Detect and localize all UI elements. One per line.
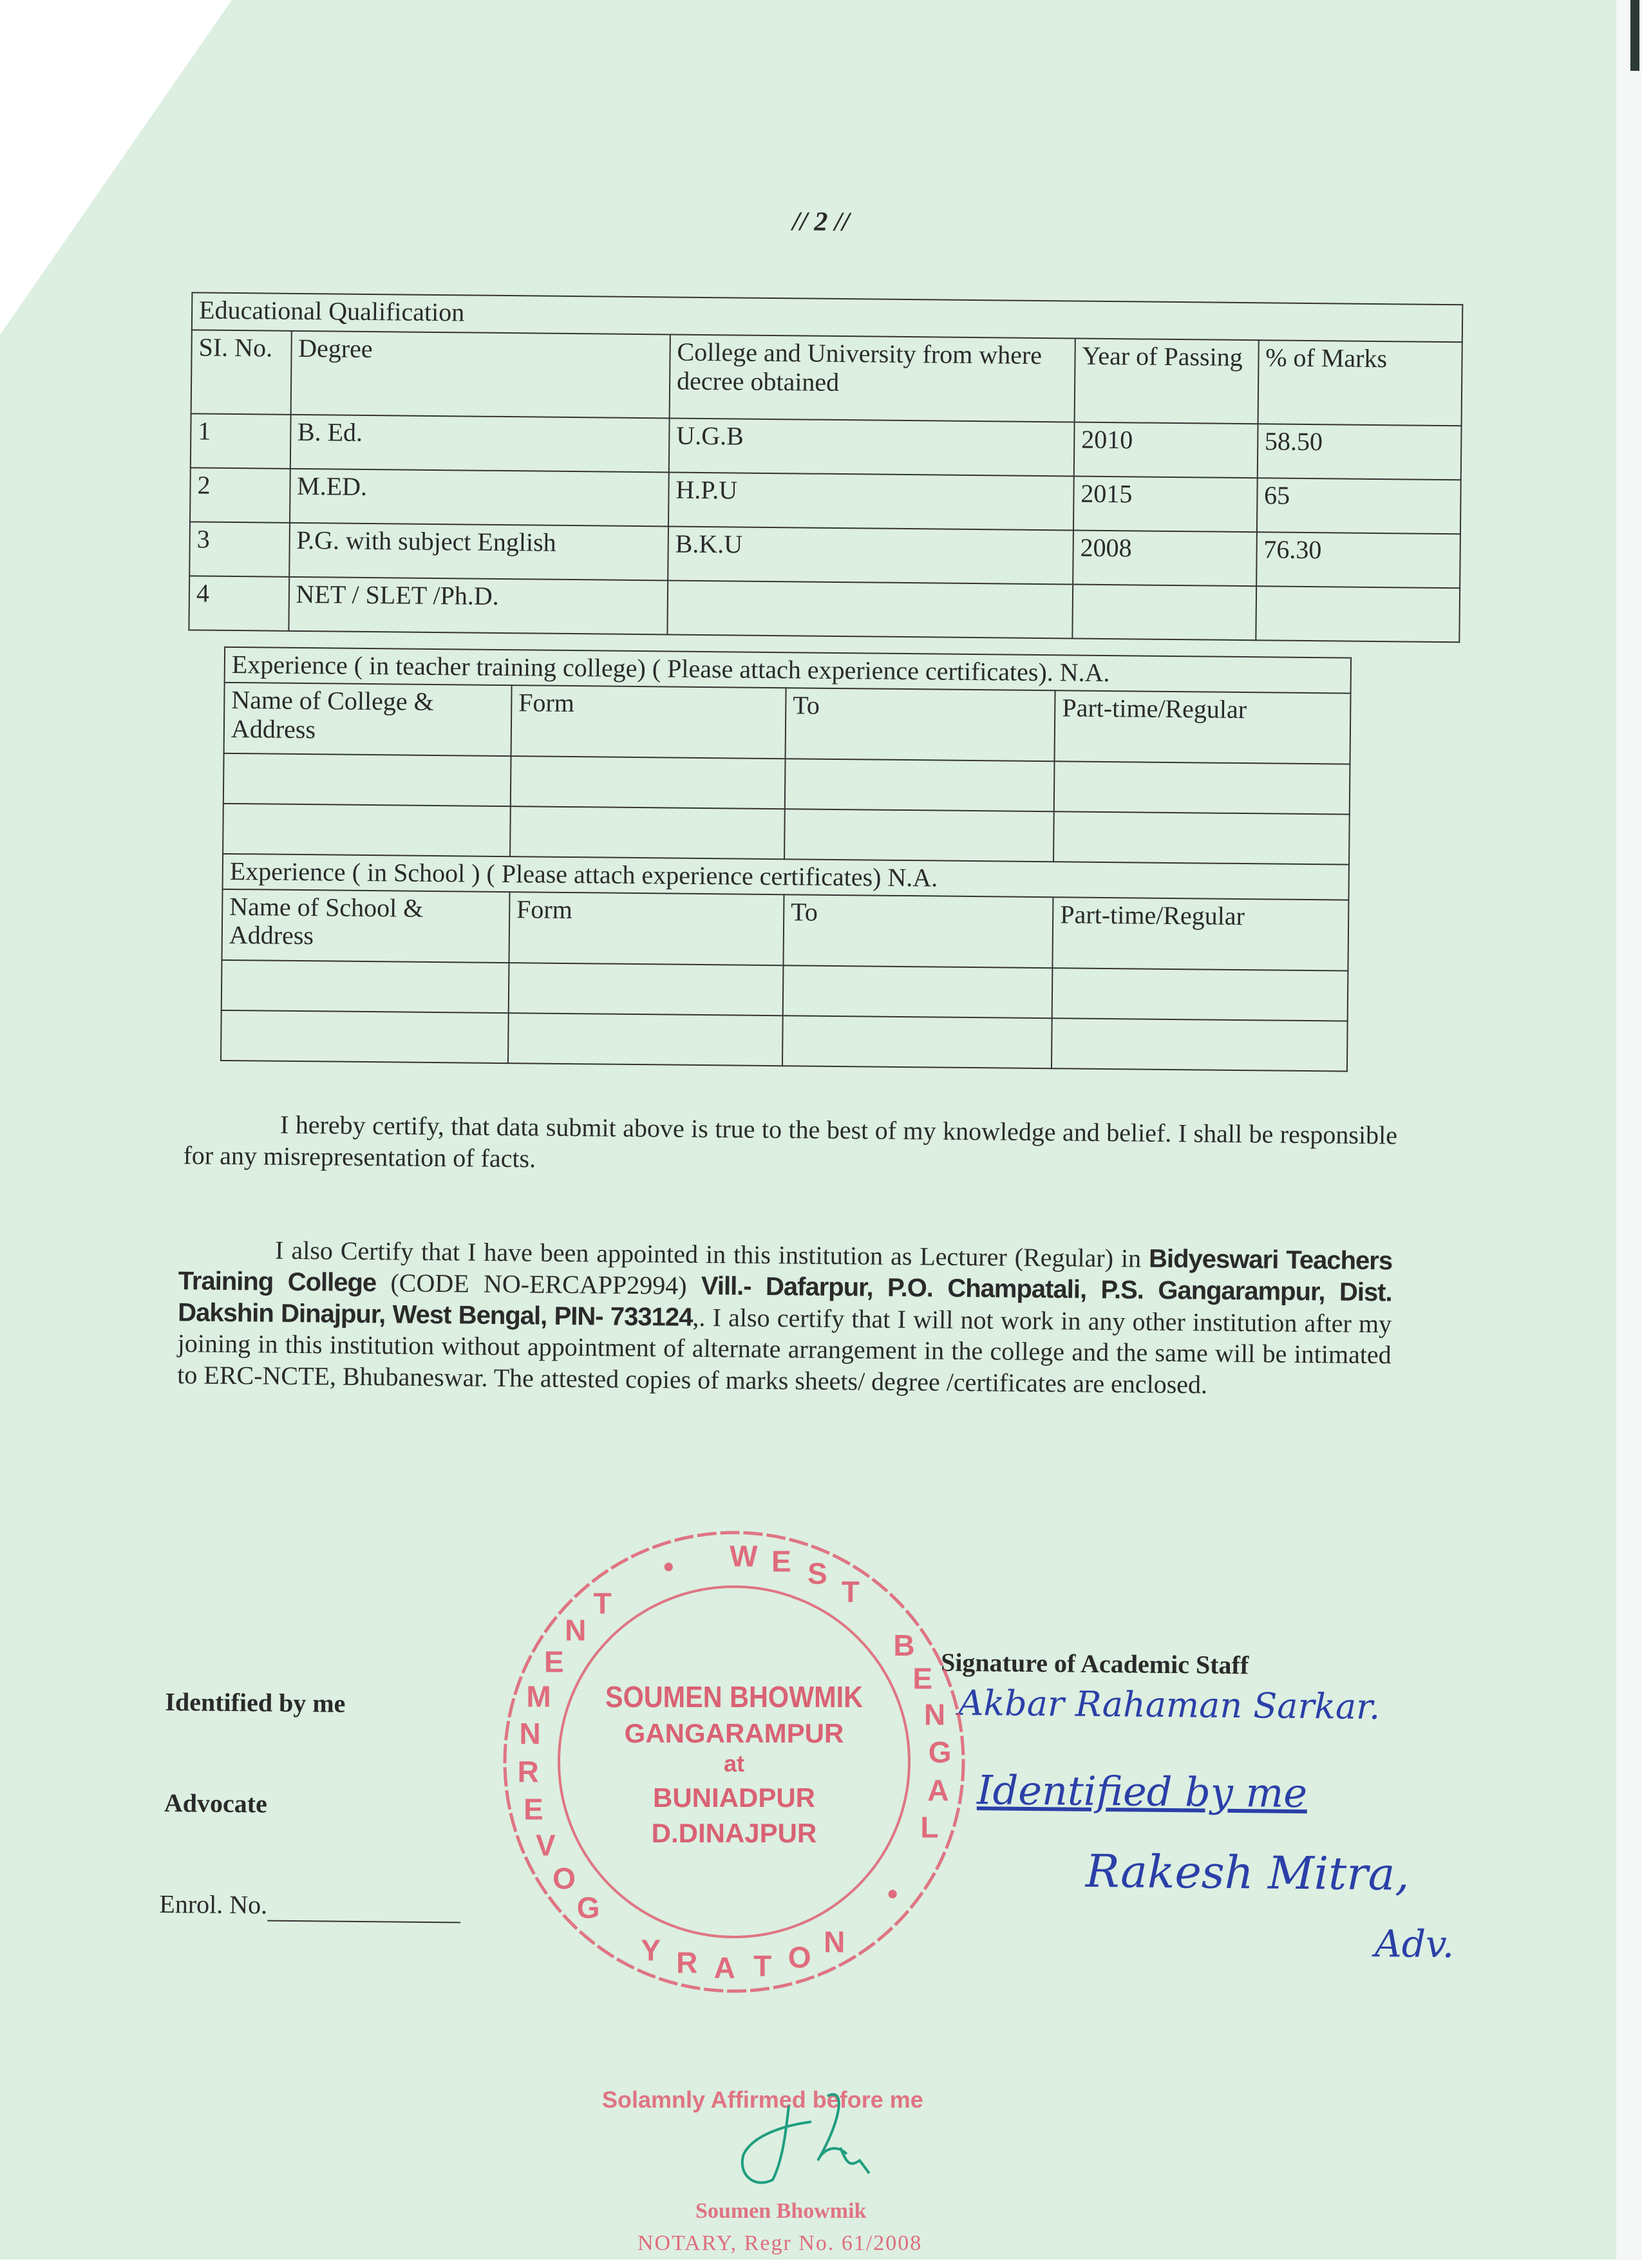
table-cell bbox=[223, 753, 511, 806]
seal-ring-letter: • bbox=[663, 1549, 674, 1583]
seal-ring-letter: O bbox=[788, 1940, 811, 1974]
seal-ring-letter: E bbox=[912, 1661, 933, 1696]
column-header: Form bbox=[511, 685, 786, 759]
column-header: College and University from where decree obtained bbox=[670, 334, 1075, 422]
table-row bbox=[221, 1010, 1348, 1071]
seal-ring-letter: W bbox=[730, 1539, 758, 1573]
seal-ring-letter: E bbox=[544, 1645, 564, 1679]
college-address: Vill.- Dafarpur, P.O. Champatali, P.S. Gangarampur, Dist. Dakshin Dinajpur, West Bengal, PIN- 733124 bbox=[178, 1271, 1392, 1332]
column-header: Year of Passing bbox=[1074, 339, 1258, 424]
identified-by-label: Identified by me bbox=[165, 1687, 346, 1718]
table-cell bbox=[783, 965, 1053, 1018]
seal-ring-letter: E bbox=[524, 1792, 543, 1826]
seal-ring-letter: N bbox=[923, 1697, 946, 1732]
notary-signature bbox=[728, 2083, 895, 2193]
affirmed-stamp: Solamnly Affirmed before me bbox=[602, 2086, 923, 2113]
table-title: Educational Qualification bbox=[192, 292, 1462, 342]
seal-ring-letter: N bbox=[519, 1716, 541, 1750]
enrol-no-label bbox=[159, 1889, 460, 1923]
column-header: Form bbox=[509, 892, 784, 965]
table-cell: 58.50 bbox=[1257, 424, 1461, 480]
seal-ring-letter: R bbox=[676, 1945, 698, 1980]
table-cell: 2 bbox=[190, 468, 290, 522]
page-number: // 2 // bbox=[792, 207, 850, 238]
seal-ring-letter: V bbox=[535, 1828, 556, 1862]
table-header-row bbox=[191, 330, 1462, 426]
certify-text: (CODE NO-ERCAPP2994) bbox=[375, 1267, 702, 1300]
table-cell bbox=[1054, 761, 1350, 814]
column-header: To bbox=[785, 688, 1055, 761]
seal-ring-letter: N bbox=[824, 1925, 845, 1959]
seal-ring-letter: E bbox=[771, 1544, 791, 1578]
seal-ring-letter: • bbox=[887, 1876, 898, 1911]
table-cell: U.G.B bbox=[669, 418, 1075, 476]
seal-line: D.DINAJPUR bbox=[651, 1818, 817, 1848]
table-cell bbox=[784, 809, 1054, 862]
table-cell bbox=[1052, 1018, 1348, 1071]
table-cell: 2010 bbox=[1074, 422, 1258, 478]
seal-line: BUNIADPUR bbox=[653, 1782, 815, 1813]
column-header: % of Marks bbox=[1258, 340, 1462, 426]
column-header: To bbox=[783, 894, 1053, 968]
enrol-no-blank bbox=[267, 1890, 460, 1923]
table-cell bbox=[667, 580, 1073, 638]
table-cell: 65 bbox=[1257, 478, 1461, 534]
table-cell bbox=[223, 804, 511, 856]
advocate-signature: Rakesh Mitra, bbox=[1085, 1844, 1410, 1901]
notary-name-stamp: Soumen Bhowmik bbox=[695, 2199, 867, 2223]
table-cell bbox=[1256, 586, 1460, 642]
table-cell: 2008 bbox=[1073, 531, 1257, 587]
column-header: Degree bbox=[290, 331, 670, 419]
advocate-suffix: Adv. bbox=[1374, 1922, 1455, 1967]
notary-seal bbox=[489, 1517, 979, 2007]
seal-ring-letter: G bbox=[576, 1891, 600, 1925]
column-header: Name of School & Address bbox=[222, 889, 509, 962]
identified-handwriting: Identified by me bbox=[976, 1766, 1308, 1817]
seal-ring-letter: T bbox=[593, 1586, 612, 1620]
table-cell bbox=[1052, 968, 1348, 1021]
certify-paragraph-2 bbox=[177, 1234, 1392, 1403]
seal-ring-letter: A bbox=[713, 1951, 735, 1985]
college-name: Bidyeswari Teachers Training College bbox=[178, 1244, 1393, 1297]
table-cell bbox=[222, 959, 509, 1012]
table-header-row bbox=[222, 889, 1348, 970]
table-cell bbox=[785, 759, 1055, 811]
table-cell: 76.30 bbox=[1256, 532, 1460, 588]
seal-ring-letter: T bbox=[753, 1949, 772, 1983]
seal-ring-letter: N bbox=[565, 1613, 587, 1647]
seal-ring-letter: M bbox=[526, 1679, 551, 1714]
enrol-no-text: Enrol. No. bbox=[159, 1889, 268, 1920]
column-header: Part-time/Regular bbox=[1055, 690, 1351, 764]
table-cell bbox=[510, 806, 785, 859]
table-header-row bbox=[224, 683, 1351, 764]
column-header: Part-time/Regular bbox=[1053, 897, 1349, 970]
table-cell bbox=[1053, 811, 1350, 864]
certify-text: ,. I also certify that I will not work in any other institution after my joining in this institution without appointment of alternate arrangement in the college and the same will be intimated to ERC-NCTE, Bhubaneswar. The attested copies of marks sheets/ degree /certificates are enclosed. bbox=[177, 1302, 1392, 1399]
seal-ring-letter: G bbox=[928, 1735, 952, 1770]
table-cell: NET / SLET /Ph.D. bbox=[288, 577, 668, 635]
table-cell: 2015 bbox=[1073, 477, 1258, 533]
table-cell: M.ED. bbox=[290, 469, 669, 527]
table-cell bbox=[1072, 584, 1256, 640]
seal-ring-letter: B bbox=[893, 1629, 915, 1663]
seal-line: GANGARAMPUR bbox=[624, 1718, 844, 1748]
notary-reg-stamp: NOTARY, Regr No. 61/2008 bbox=[637, 2231, 923, 2255]
table-cell: B.K.U bbox=[668, 526, 1073, 584]
table-cell: P.G. with subject English bbox=[289, 523, 668, 581]
seal-ring-letter: Y bbox=[641, 1933, 661, 1967]
seal-ring-letter: T bbox=[841, 1575, 860, 1609]
column-header: Name of College & Address bbox=[224, 683, 512, 756]
seal-ring-letter: L bbox=[920, 1810, 939, 1844]
table-cell: B. Ed. bbox=[290, 415, 669, 473]
table-cell: 3 bbox=[189, 522, 289, 576]
experience-table bbox=[220, 647, 1352, 1072]
column-header: SI. No. bbox=[191, 330, 292, 414]
table-cell: H.P.U bbox=[668, 472, 1074, 530]
table-row bbox=[189, 576, 1460, 642]
table-cell bbox=[221, 1010, 509, 1063]
staff-signature: Akbar Rahaman Sarkar. bbox=[958, 1682, 1381, 1728]
signature-stroke bbox=[742, 2095, 869, 2183]
table-cell bbox=[508, 1013, 783, 1066]
seal-ring-letter: A bbox=[927, 1773, 949, 1808]
seal-line: at bbox=[723, 1750, 745, 1777]
table-cell: 1 bbox=[191, 413, 290, 468]
seal-ring-letter: O bbox=[552, 1861, 576, 1895]
education-table bbox=[188, 292, 1463, 643]
table-cell bbox=[511, 756, 786, 809]
table-cell bbox=[782, 1016, 1052, 1068]
certify-text: I also Certify that I have been appointed in this institution as Lecturer (Regular) in bbox=[274, 1235, 1149, 1273]
certify-paragraph-1: I hereby certify, that data submit above is true to the best of my knowledge and belief. I shall be responsible for any misrepresentation of facts. bbox=[183, 1110, 1398, 1173]
seal-name: SOUMEN BHOWMIK bbox=[605, 1680, 863, 1714]
table-cell bbox=[509, 963, 784, 1016]
signature-label: Signature of Academic Staff bbox=[940, 1647, 1249, 1680]
table-cell: 4 bbox=[189, 576, 288, 630]
seal-ring-letter: S bbox=[807, 1556, 827, 1591]
seal-ring-letter: R bbox=[517, 1754, 539, 1788]
section-title: Experience ( in School ) ( Please attach experience certificates) N.A. bbox=[223, 854, 1349, 900]
advocate-label: Advocate bbox=[164, 1788, 268, 1819]
section-title: Experience ( in teacher training college) ( Please attach experience certificates). N.A. bbox=[225, 647, 1351, 694]
